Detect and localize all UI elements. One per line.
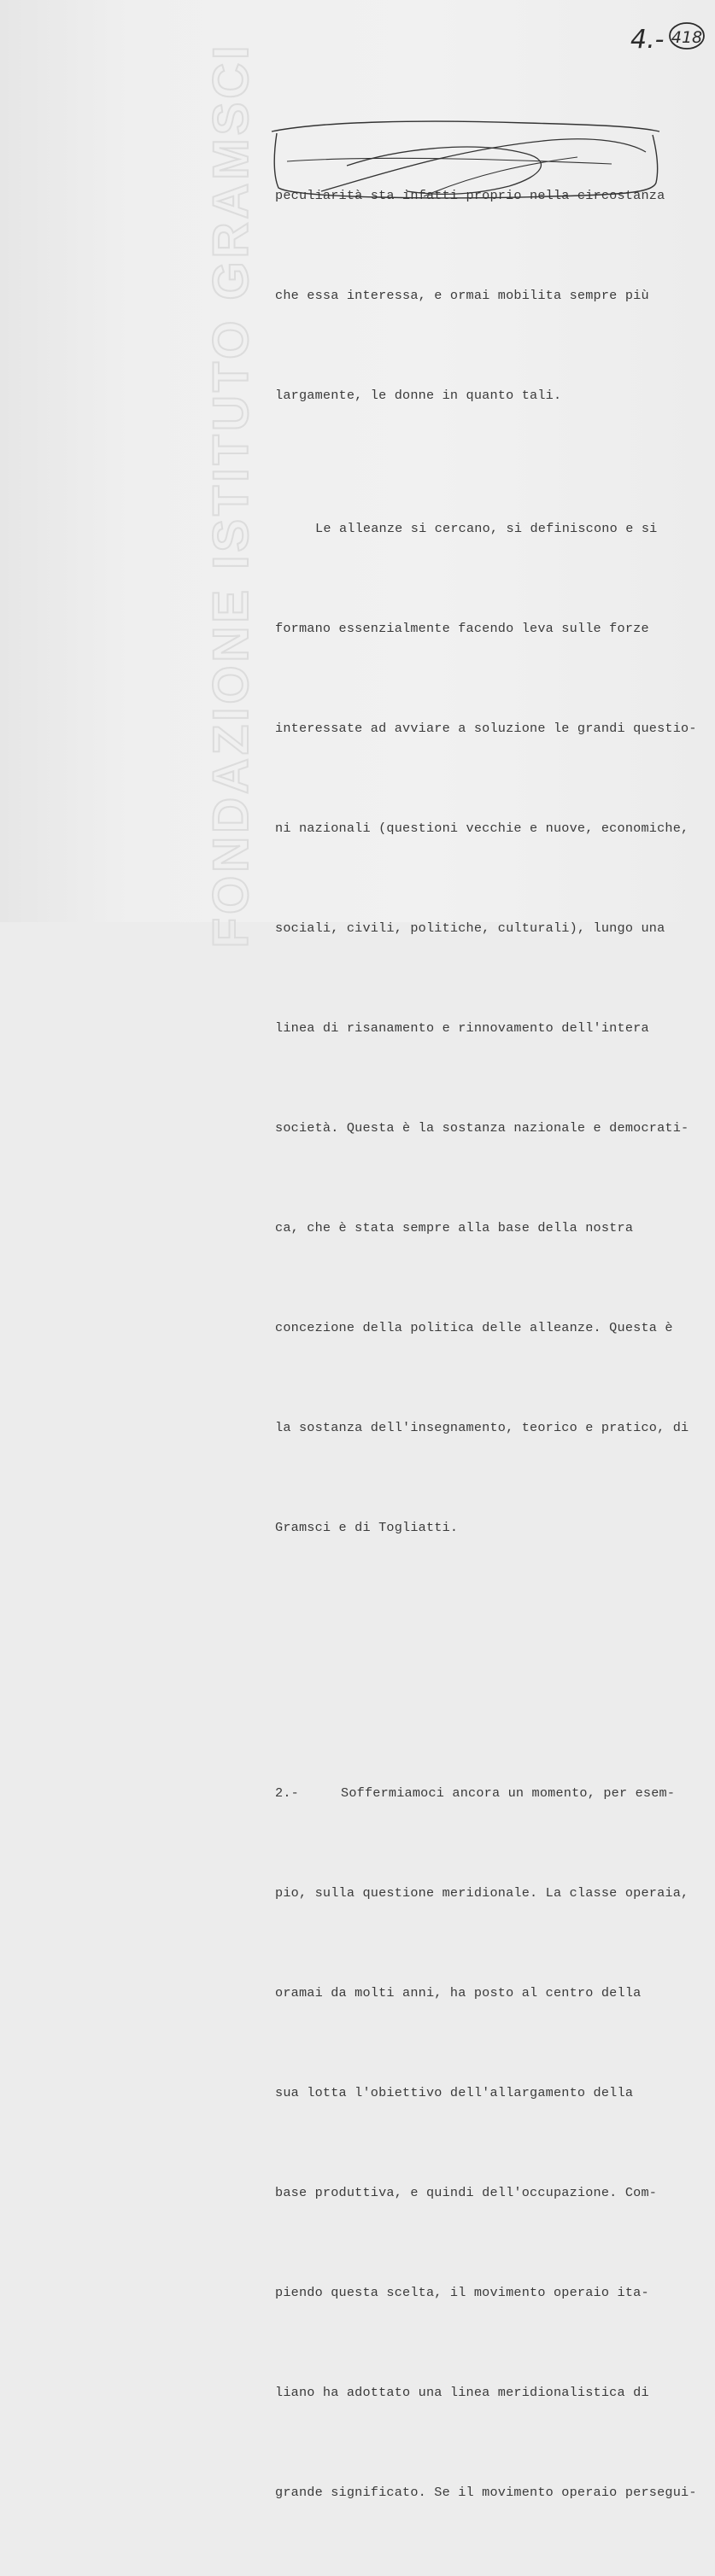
section-2-line-1 [275, 1777, 706, 1810]
paragraph-1-line-1: Le alleanze si cercano, si definiscono e si [315, 521, 658, 536]
watermark-text: FONDAZIONE ISTITUTO GRAMSCI [203, 42, 259, 949]
paragraph-1-line-5: sociali, civili, politiche, culturali), lungo una [275, 920, 665, 936]
crossed-line-2: che essa interessa, e ormai mobilita sempre più [275, 288, 649, 303]
paragraph-1-line-9: concezione della politica delle alleanze. Questa è [275, 1320, 673, 1335]
paragraph-1-line-11: Gramsci e di Togliatti. [275, 1520, 459, 1535]
section-2-line-6: piendo questa scelta, il movimento operaio ita- [275, 2285, 649, 2300]
crossed-line-1: peculiarità sta infatti proprio nella circostanza [275, 188, 665, 203]
page-number-text: 4.- [630, 25, 665, 55]
paragraph-1-line-2: formano essenzialmente facendo leva sulle forze [275, 621, 649, 636]
section-2-line-4: sua lotta l'obiettivo dell'allargamento della [275, 2085, 634, 2100]
paragraph-1-line-4: ni nazionali (questioni vecchie e nuove, economiche, [275, 821, 689, 836]
paragraph-1-line-8: ca, che è stata sempre alla base della nostra [275, 1220, 634, 1235]
section-2-line-2: pio, sulla questione meridionale. La classe operaia, [275, 1885, 689, 1901]
paragraph-1-line-10: la sostanza dell'insegnamento, teorico e pratico, di [275, 1420, 689, 1435]
paragraph-1-line-6: linea di risanamento e rinnovamento dell'intera [275, 1020, 649, 1036]
section-2-number: 2.- [275, 1785, 299, 1801]
typed-body [275, 113, 706, 2576]
archive-number-text: 418 [671, 28, 703, 47]
section-2-line-3: oramai da molti anni, ha posto al centro della [275, 1985, 642, 2001]
handwritten-page-number [630, 17, 707, 58]
crossed-line-3: largamente, le donne in quanto tali. [275, 388, 562, 403]
section-2-line-1-text: Soffermiamoci ancora un momento, per esem- [341, 1785, 676, 1801]
section-2-line-7: liano ha adottato una linea meridionalistica di [275, 2385, 649, 2400]
section-2-line-8: grande significato. Se il movimento operaio persegui- [275, 2485, 697, 2500]
paragraph-gap [275, 1644, 706, 1677]
paragraph-1-line-7: società. Questa è la sostanza nazionale e democrati- [275, 1120, 689, 1136]
section-2-line-5: base produttiva, e quindi dell'occupazione. Com- [275, 2185, 658, 2200]
paragraph-1-line-3: interessate ad avviare a soluzione le grandi questio- [275, 721, 697, 736]
